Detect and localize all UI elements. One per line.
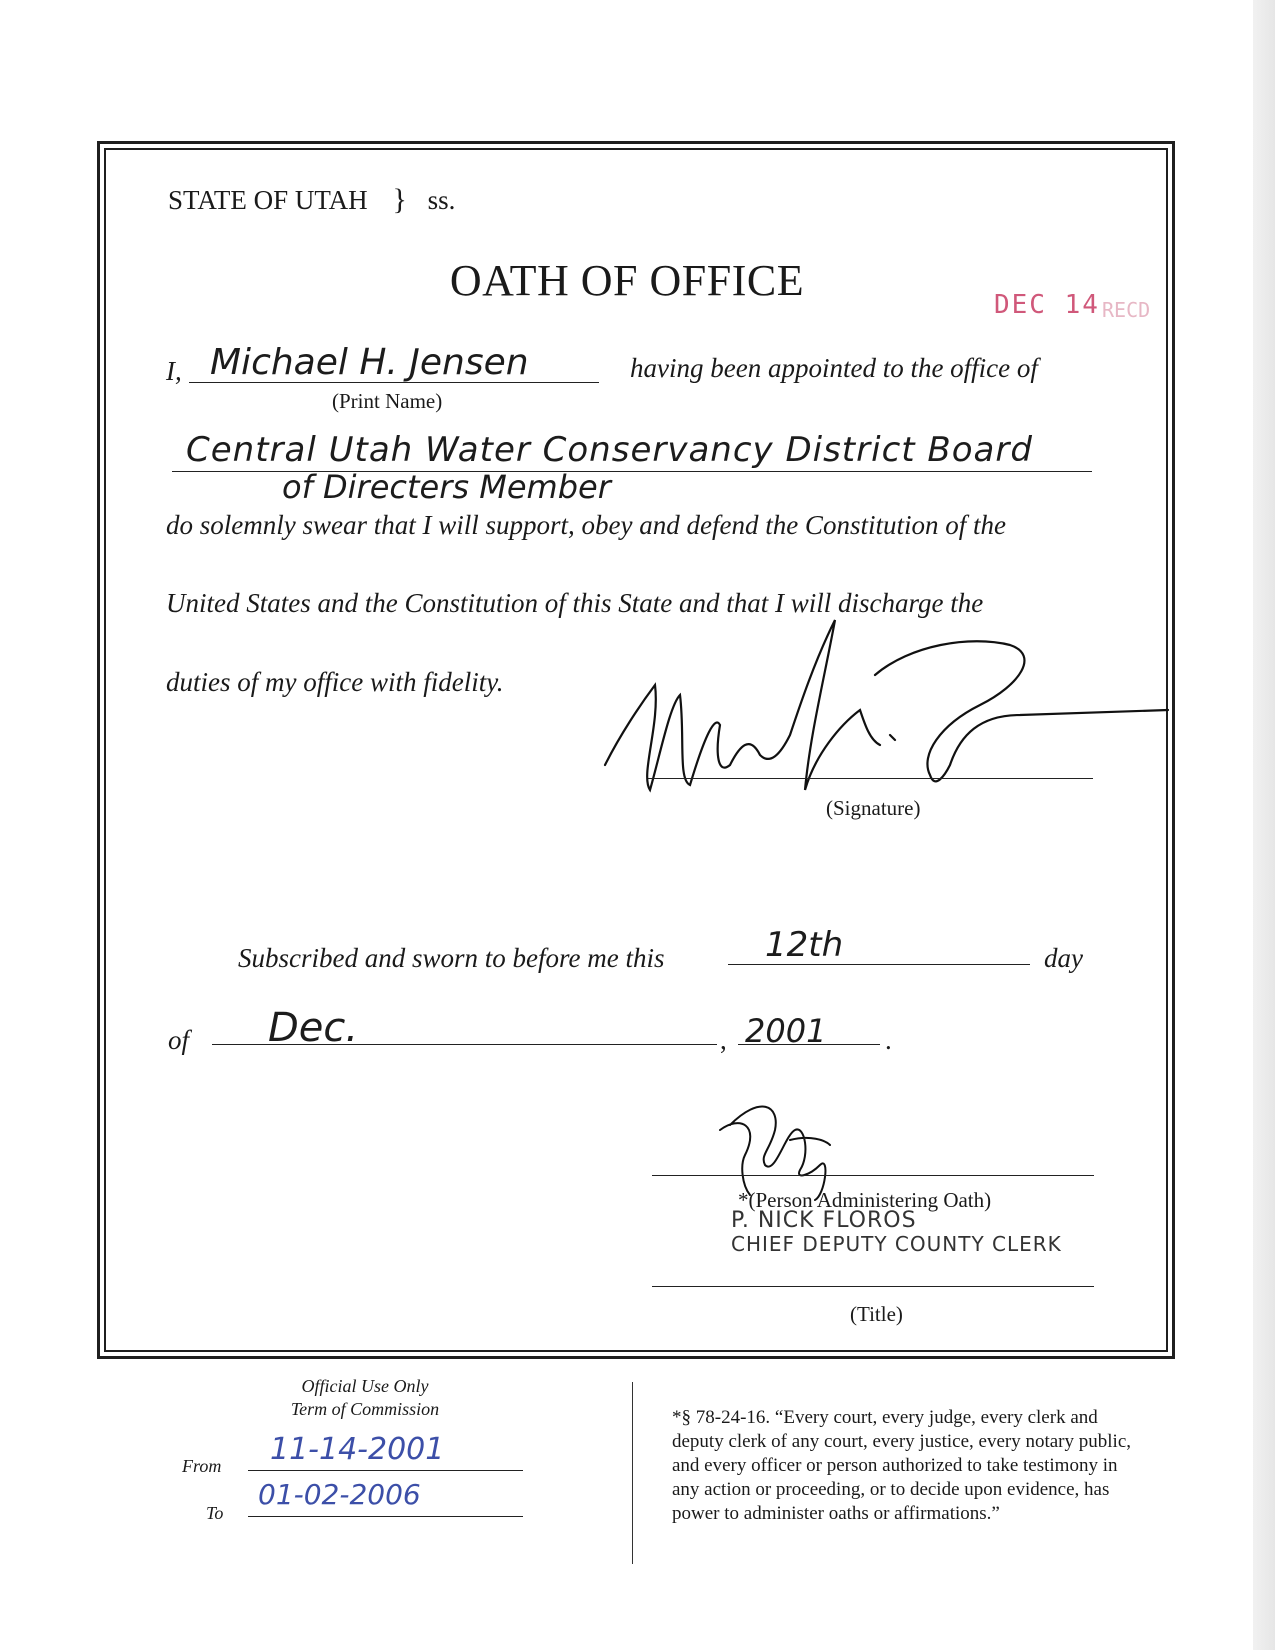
ss-label: ss. — [427, 185, 456, 215]
print-name-value: Michael H. Jensen — [210, 342, 529, 383]
sworn-month-value: Dec. — [268, 1005, 359, 1051]
statute-footnote — [672, 1406, 1131, 1526]
footnote-line3: and every officer or person authorized to take testimony in — [672, 1455, 1118, 1476]
year-line — [738, 1044, 880, 1045]
clerk-stamp-name: P. NICK FLOROS — [731, 1208, 917, 1233]
office-value-line2: of Directers Member — [282, 468, 611, 506]
title-label: (Title) — [850, 1302, 903, 1326]
oath-paragraph-line1: do solemnly swear that I will support, obey and defend the Constitution of the — [166, 510, 1006, 540]
administrator-label: *(Person Administering Oath) — [738, 1188, 992, 1212]
administrator-line — [652, 1175, 1094, 1176]
sworn-text: Subscribed and sworn to before me this — [238, 943, 665, 973]
office-value-line1: Central Utah Water Conservancy District Board — [186, 430, 1033, 470]
received-stamp-faint: RECD — [1102, 298, 1151, 322]
clerk-stamp-title: CHIEF DEPUTY COUNTY CLERK — [731, 1232, 1062, 1256]
official-use-heading: Official Use Only — [301, 1376, 429, 1396]
term-of-commission-heading: Term of Commission — [290, 1399, 440, 1419]
of-word: of — [168, 1025, 190, 1055]
from-label: From — [182, 1456, 222, 1476]
scan-edge-shadow — [1253, 0, 1275, 1650]
oath-paragraph-line2: United States and the Constitution of this State and that I will discharge the — [166, 588, 984, 618]
state-header — [168, 183, 455, 217]
to-date-line — [248, 1516, 523, 1517]
month-line — [212, 1044, 717, 1045]
day-line — [728, 964, 1030, 965]
from-date-value: 11-14-2001 — [270, 1432, 445, 1467]
to-label: To — [206, 1503, 224, 1523]
to-date-value: 01-02-2006 — [258, 1478, 421, 1511]
signature-label: (Signature) — [826, 796, 921, 820]
signature-line — [648, 778, 1093, 779]
oath-taker-signature — [600, 615, 1170, 815]
month-comma: , — [720, 1025, 727, 1055]
sworn-year-value: 2001 — [745, 1012, 827, 1050]
state-label: STATE OF UTAH — [168, 185, 368, 215]
footnote-line1: *§ 78-24-16. “Every court, every judge, every clerk and — [672, 1407, 1098, 1428]
received-date-stamp: DEC 14 — [994, 290, 1100, 320]
document-title: OATH OF OFFICE — [449, 256, 805, 305]
day-word: day — [1044, 943, 1083, 973]
print-name-label: (Print Name) — [332, 389, 443, 413]
footnote-line4: any action or proceeding, or to decide upon evidence, has — [672, 1479, 1110, 1500]
footnote-line2: deputy clerk of any court, every justice, every notary public, — [672, 1431, 1131, 1452]
title-line — [652, 1286, 1094, 1287]
appointed-text: having been appointed to the office of — [630, 353, 1038, 383]
oath-paragraph-line3: duties of my office with fidelity. — [166, 667, 504, 697]
from-date-line — [248, 1470, 523, 1471]
brace: } — [392, 183, 407, 216]
print-name-line — [189, 382, 599, 383]
year-period: . — [885, 1025, 892, 1055]
oath-prefix: I, — [166, 356, 182, 386]
footer-divider — [632, 1382, 633, 1564]
footnote-line5: power to administer oaths or affirmations.” — [672, 1503, 1000, 1524]
sworn-day-value: 12th — [765, 925, 844, 965]
